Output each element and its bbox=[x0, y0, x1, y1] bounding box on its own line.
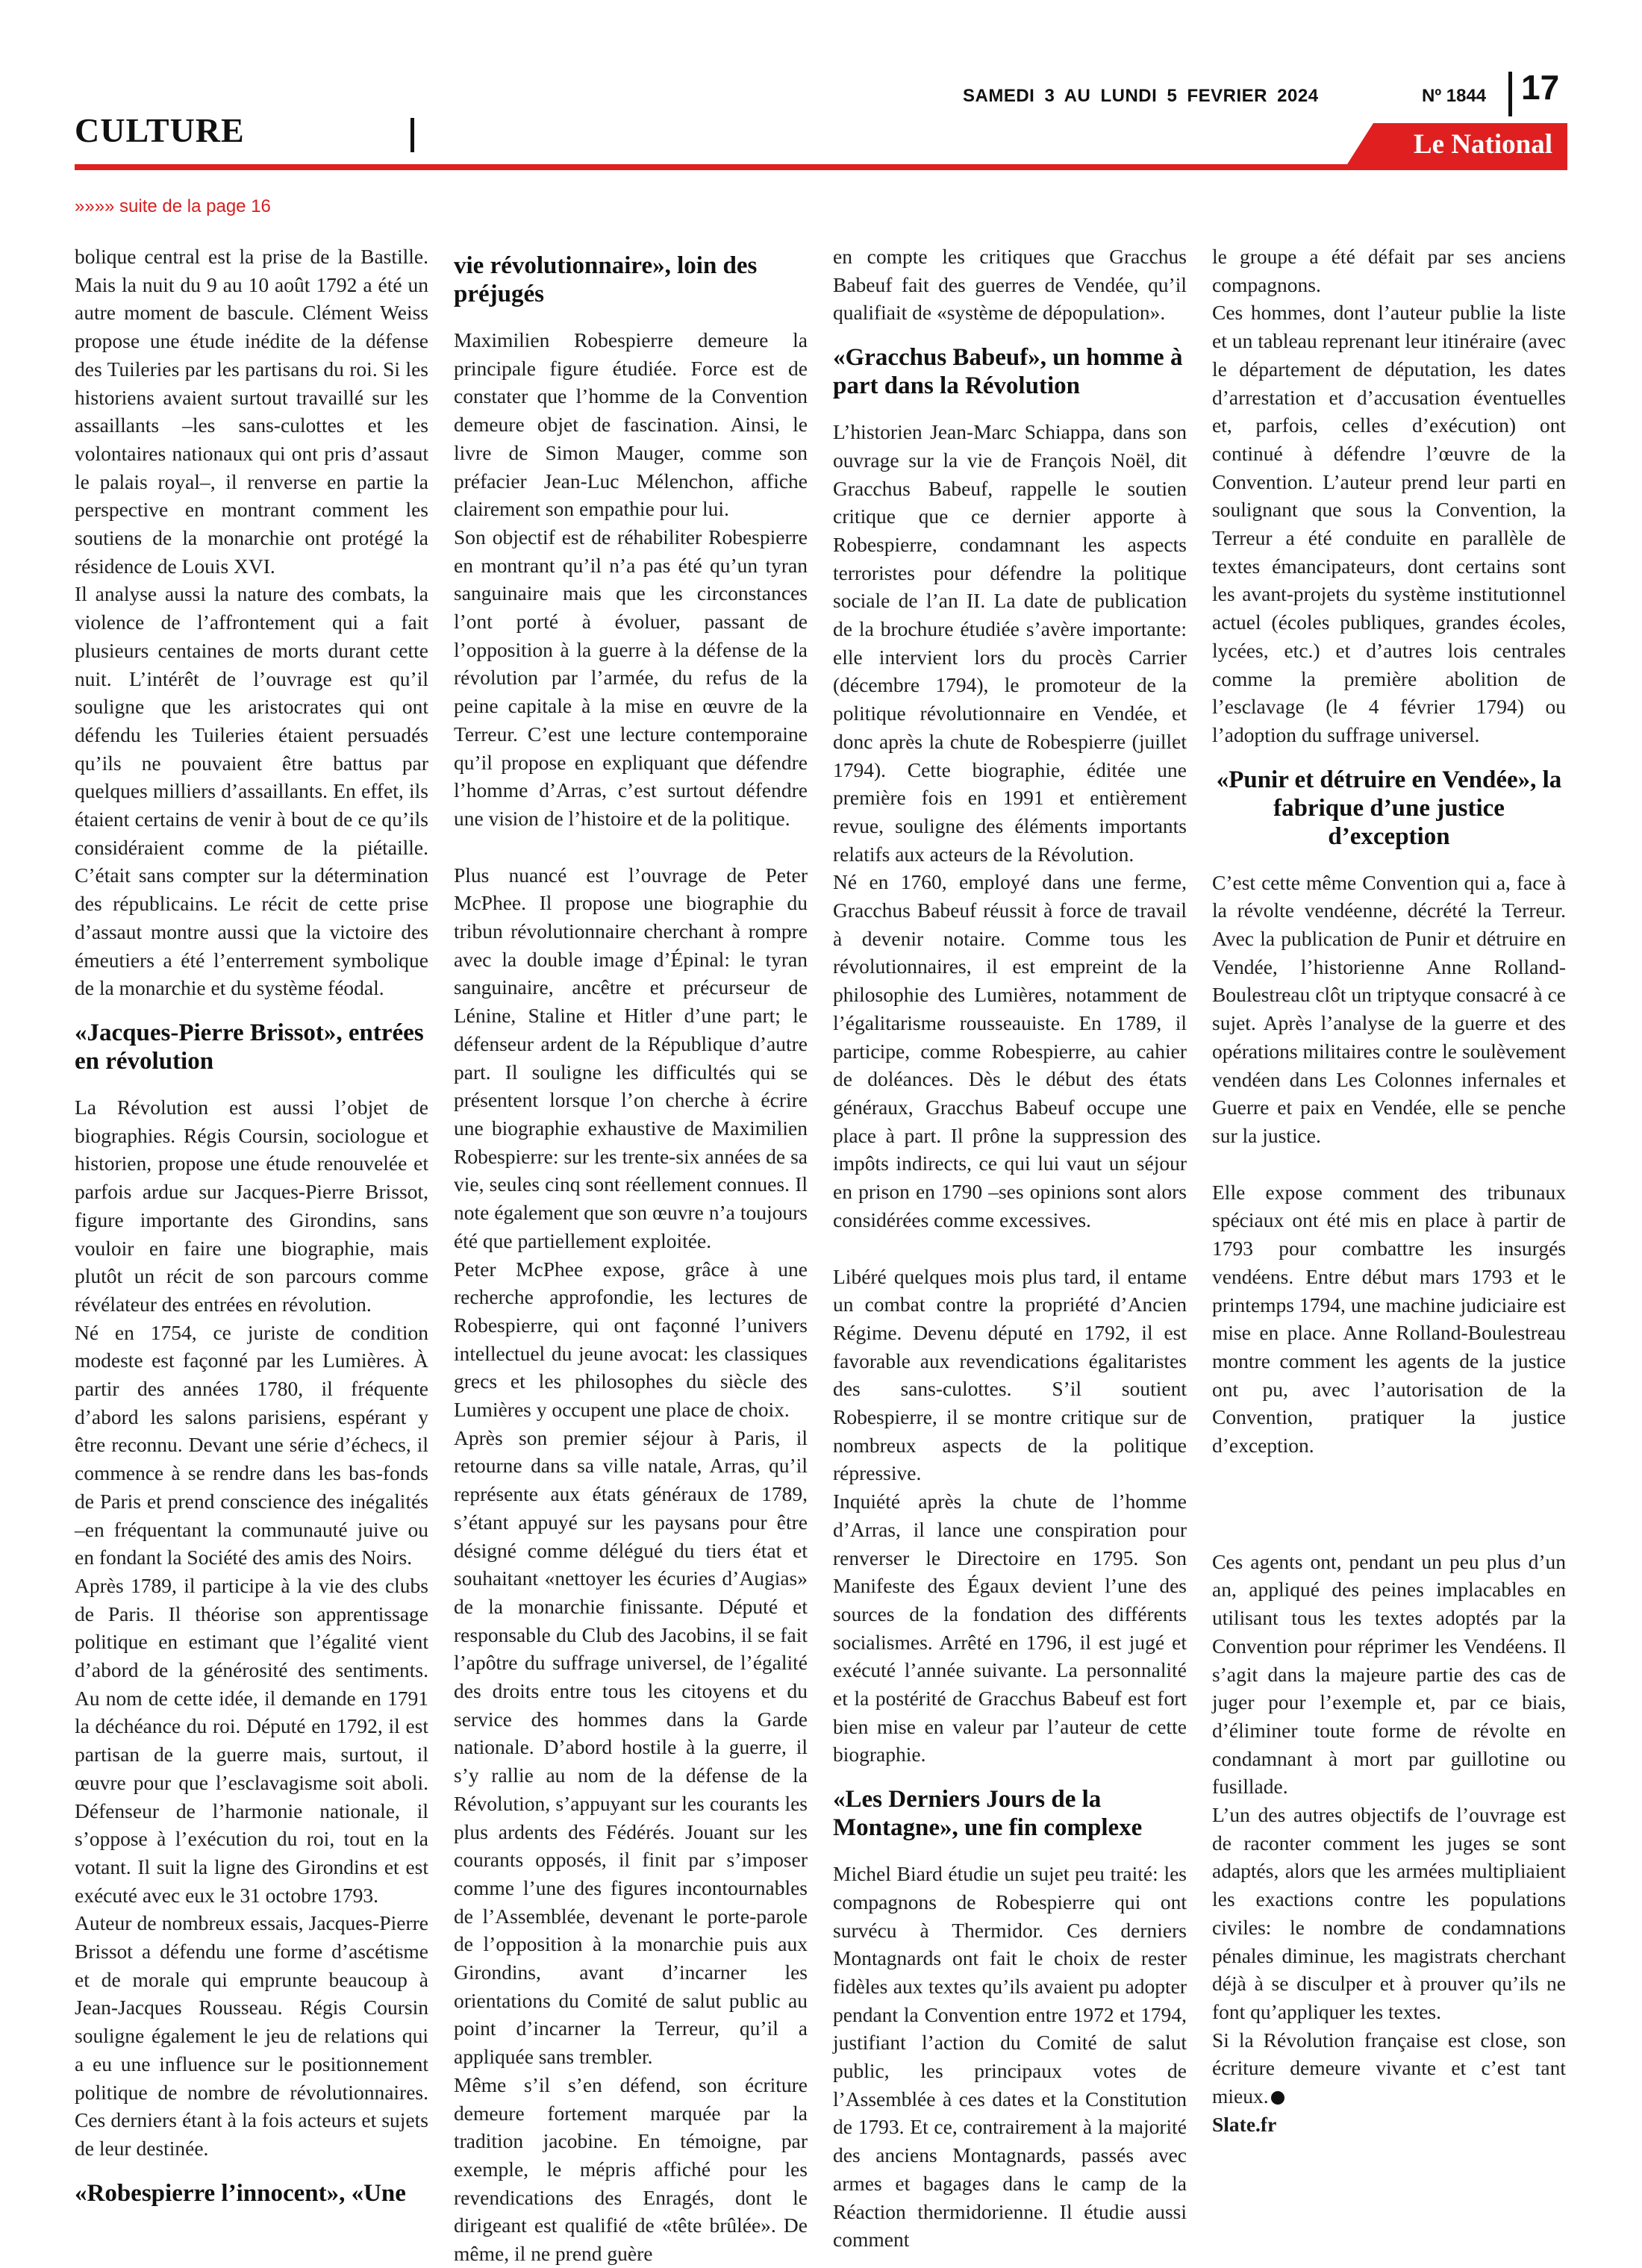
article-paragraph bbox=[1212, 2026, 1566, 2111]
article-paragraph: Même s’il s’en défend, son écriture demeure fortement marquée par la tradition jacobine. En témoigne, par exemple, le mépris affiché pour les revendications des Enragés, dont le dirigeant est qualifié de «tête brûlée». De même, il ne prend guère bbox=[454, 2072, 808, 2266]
article-column-2 bbox=[454, 243, 808, 2268]
section-heading: «Les Derniers Jours de la Montagne», une fin complexe bbox=[833, 1786, 1143, 1842]
section-heading: «Robespierre l’innocent», «Une bbox=[75, 2179, 406, 2207]
article-paragraph: Ces agents ont, pendant un peu plus d’un an, appliqué des peines implacables en utilisant tous les textes adoptés par la Convention pour réprimer les Vendéens. Il s’agit dans la majeure partie des cas de juger pour l’exemple et, par ce biais, d’éliminer toute forme de révolte en condamnant à mort par guillotine ou fusillade. bbox=[1212, 1549, 1566, 1799]
article-column-3 bbox=[833, 243, 1187, 2254]
article-paragraph: Né en 1760, employé dans une ferme, Gracchus Babeuf réussit à force de travail à devenir notaire. Comme tous les révolutionnaires, il est empreint de la philosophie des Lumières, notamment de l’égalitarisme rousseauiste. En 1789, il participe, comme Robespierre, au cahier de doléances. Dès le début des états généraux, Gracchus Babeuf occupe une place à part. Il prône la suppression des impôts indirects, ce qui lui vaut un séjour en prison en 1790 –ses opinions sont alors considérées comme excessives. bbox=[833, 870, 1187, 1231]
page-number-divider bbox=[1508, 72, 1512, 116]
article-paragraph: Inquiété après la chute de l’homme d’Arras, il lance une conspiration pour renverser le Directoire en 1795. Son Manifeste des Égaux devient l’une des sources de la fondation des différents socialismes. Arrêté en 1796, il est jugé et exécuté l’année suivante. La personnalité et la postérité de Gracchus Babeuf est fort bien mise en valeur par l’auteur de cette biographie. bbox=[833, 1490, 1187, 1766]
brand-name: Le National bbox=[1413, 129, 1552, 160]
article-paragraph: Ces hommes, dont l’auteur publie la liste et un tableau reprenant leur itinéraire (avec le département de députation, les dates d’arrestation et d’accusation éventuelles et, parfois, celles d’exécution) ont continué à défendre l’œuvre de la Convention. L’auteur prend leur parti en soulignant que sous la Convention, la Terreur a été conduite en parallèle de textes émancipateurs, dont certains sont les avant-projets du système institutionnel actuel (écoles publiques, grandes écoles, lycées, etc.) et d’autres lois centrales comme la première abolition de l’esclavage (le 4 février 1794) ou l’adoption du suffrage universel. bbox=[1212, 301, 1566, 746]
page-number: 17 bbox=[1521, 68, 1560, 107]
article-paragraph: Libéré quelques mois plus tard, il entame un combat contre la propriété d’Ancien Régime. Devenu député en 1792, il est favorable aux revendications égalitaristes des sans-culottes. S’il soutient Robespierre, il se montre critique sur de nombreux aspects de la politique répressive. bbox=[833, 1264, 1187, 1485]
article-paragraph: le groupe a été défait par ses anciens compagnons. bbox=[1212, 245, 1566, 296]
article-column-4 bbox=[1212, 243, 1566, 2138]
article-column-1 bbox=[75, 243, 428, 2225]
article-paragraph: La Révolution est aussi l’objet de biographies. Régis Coursin, sociologue et historien, propose une étude renouvelée et parfois ardue sur Jacques-Pierre Brissot, figure importante des Girondins, sans vouloir en faire une biographie, mais plutôt un récit de son parcours comme révélateur des entrées en révolution. bbox=[75, 1095, 428, 1316]
article-paragraph: Michel Biard étudie un sujet peu traité: les compagnons de Robespierre qui ont survécu à Thermidor. Ces derniers Montagnards ont fait le choix de rester fidèles aux textes qu’ils avaient pu adopter pendant la Convention entre 1972 et 1794, justifiant l’action du Comité de salut public, les principaux votes de l’Assemblée à ces dates et la Constitution de 1793. Et ce, contrairement à la majorité des anciens Montagnards, passés avec armes et bagages dans le camp de la Réaction thermidorienne. Il étudie aussi comment bbox=[833, 1862, 1187, 2252]
article-paragraph: Son objectif est de réhabiliter Robespierre en montrant qu’il n’a pas été qu’un tyran sanguinaire mais que les circonstances l’ont porté à évoluer, passant de l’opposition à la guerre à la défense de la révolution par l’armée, du refus de la peine capitale à la mise en œuvre de la Terreur. C’est une lecture contemporaine qu’il propose en expliquant que défendre l’homme d’Arras, c’est surtout défendre une vision de l’histoire et de la politique. bbox=[454, 525, 808, 830]
issue-date: SAMEDI 3 AU LUNDI 5 FEVRIER 2024 bbox=[963, 86, 1319, 106]
article-paragraph: Plus nuancé est l’ouvrage de Peter McPhee. Il propose une biographie du tribun révolutionnaire cherchant à rompre avec la double image d’Épinal: le tyran sanguinaire, ancêtre et précurseur de Lénine, Staline et Hitler d’une part; le défenseur ardent de la République d’autre part. Il souligne les difficultés qui se présentent lorsque l’on cherche à écrire une biographie exhaustive de Maximilien Robespierre: sur les trente-six années de sa vie, seules cinq sont réellement connues. Il note également que son œuvre n’a toujours été que partiellement exploitée. bbox=[454, 863, 808, 1252]
article-paragraph: Elle expose comment des tribunaux spéciaux ont été mis en place à partir de 1793 pour combattre les insurgés vendéens. Entre début mars 1793 et le printemps 1794, une machine judiciaire est mise en place. Anne Rolland-Boulestreau montre comment les agents de la justice ont pu, avec l’autorisation de la Convention, pratiquer la justice d’exception. bbox=[1212, 1180, 1566, 1458]
header-rule bbox=[75, 164, 1567, 170]
section-heading: «Punir et détruire en Vendée», la fabrique d’une justice d’exception bbox=[1216, 766, 1562, 850]
issue-number: Nº 1844 bbox=[1422, 86, 1487, 106]
article-paragraph: Après son premier séjour à Paris, il retourne dans sa ville natale, Arras, qu’il représente aux états généraux de 1789, s’étant appuyé sur les paysans pour être désigné comme délégué du tiers état et souhaitant «nettoyer les écuries d’Augias» de la monarchie finissante. Député et responsable du Club des Jacobins, il se fait l’apôtre du suffrage universel, de l’égalité des droits entre tous les citoyens et du service des hommes dans la Garde nationale. D’abord hostile à la guerre, il s’y rallie au nom de la défense de la Révolution, s’appuyant sur les courants les plus ardents des Fédérés. Jouant sur les courants opposés, il finit par s’imposer comme l’une des figures incontournables de l’Assemblée, devenant le porte-parole de l’opposition à la monarchie puis aux Girondins, avant d’incarner les orientations du Comité de salut public au point d’incarner la Terreur, qu’il a appliquée sans trembler. bbox=[454, 1425, 808, 2069]
article-paragraph: Né en 1754, ce juriste de condition modeste est façonné par les Lumières. À partir des années 1780, il fréquente d’abord les salons parisiens, espérant y être reconnu. Devant une série d’échecs, il commence à se rendre dans les bas-fonds de Paris et prend conscience des inégalités –en fréquentant la communauté juive ou en fondant la Société des amis des Noirs. bbox=[75, 1320, 428, 1569]
section-heading: «Gracchus Babeuf», un homme à part dans la Révolution bbox=[833, 344, 1183, 400]
end-of-article-icon bbox=[1271, 2091, 1284, 2105]
article-paragraph: Après 1789, il participe à la vie des clubs de Paris. Il théorise son apprentissage politique en estimant que l’égalité vient d’abord de la générosité des sentiments. Au nom de cette idée, il demande en 1791 la déchéance du roi. Député en 1792, il est partisan de la guerre mais, surtout, il œuvre pour que l’esclavagisme soit aboli. Défenseur de l’harmonie nationale, il s’oppose à l’exécution du roi, tout en la votant. Il suit la ligne des Girondins et est exécuté avec eux le 31 octobre 1793. bbox=[75, 1573, 428, 1907]
article-paragraph: Maximilien Robespierre demeure la principale figure étudiée. Force est de constater que l’homme de la Convention demeure objet de fascination. Ainsi, le livre de Simon Mauger, comme son préfacier Jean-Luc Mélenchon, affiche clairement son empathie pour lui. bbox=[454, 328, 808, 521]
paragraph-text: Si la Révolution française est close, son écriture demeure vivante et c’est tant mieux. bbox=[1212, 2028, 1566, 2108]
continuation-note: »»»» suite de la page 16 bbox=[75, 196, 271, 216]
article-paragraph: bolique central est la prise de la Bastille. Mais la nuit du 9 au 10 août 1792 a été un autre moment de bascule. Clément Weiss propose une étude inédite de la défense des Tuileries par les partisans du roi. Si les historiens avaient surtout travaillé sur les assaillants –les sans-culottes et les volontaires nationaux qui ont pris d’assaut le palais royal–, il renverse en partie la perspective en montrant comment les soutiens de la monarchie ont protégé la résidence de Louis XVI. bbox=[75, 245, 428, 578]
article-paragraph: Peter McPhee expose, grâce à une recherche approfondie, les lectures de Robespierre, qui ont façonné l’univers intellectuel du jeune avocat: les classiques grecs et les philosophes du siècle des Lumières y occupent une place de choix. bbox=[454, 1257, 808, 1422]
article-paragraph: Auteur de nombreux essais, Jacques-Pierre Brissot a défendu une forme d’ascétisme et de morale qui emprunte beaucoup à Jean-Jacques Rousseau. Régis Coursin souligne également le jeu de relations qui a eu une influence sur le positionnement politique de nombre de révolutionnaires. Ces derniers étant à la fois acteurs et sujets de leur destinée. bbox=[75, 1911, 428, 2160]
section-title: CULTURE bbox=[75, 111, 245, 149]
article-paragraph: L’un des autres objectifs de l’ouvrage est de raconter comment les juges se sont adaptés, alors que les armées multipliaient les exactions contre les populations civiles: le nombre de condamnations pénales diminue, les magistrats cherchant déjà à se disculper et à prouver qu’ils ne font qu’appliquer les textes. bbox=[1212, 1803, 1566, 2023]
article-paragraph: en compte les critiques que Gracchus Babeuf fait des guerres de Vendée, qu’il qualifiait de «système de dépopulation». bbox=[833, 245, 1187, 325]
article-source: Slate.fr bbox=[1212, 2112, 1277, 2136]
article-paragraph: L’historien Jean-Marc Schiappa, dans son ouvrage sur la vie de François Noël, dit Gracchus Babeuf, rappelle le soutien critique que ce dernier apporte à Robespierre, condamnant les aspects terroristes pour défendre la politique sociale de l’an II. La date de publication de la brochure étudiée s’avère importante: elle intervient lors du procès Carrier (décembre 1794), le promoteur de la politique révolutionnaire en Vendée, et donc après la chute de Robespierre (juillet 1794). Cette biographie, éditée une première fois en 1991 et entièrement revue, souligne des éléments importants relatifs aux acteurs de la Révolution. bbox=[833, 420, 1187, 866]
section-heading: «Jacques-Pierre Brissot», entrées en révolution bbox=[75, 1019, 424, 1075]
article-paragraph: Il analyse aussi la nature des combats, la violence de l’affrontement qui a fait plusieurs centaines de morts durant cette nuit. L’intérêt de l’ouvrage est qu’il souligne que les aristocrates qui ont défendu les Tuileries étaient persuadés qu’ils ne pouvaient être battus par quelques milliers d’assaillants. En effet, ils étaient certains de venir à bout de ce qu’ils considéraient comme de la piétaille. C’était sans compter sur la détermination des républicains. Le récit de cette prise d’assaut montre aussi que la victoire des émeutiers a été l’enterrement symbolique de la monarchie et du système féodal. bbox=[75, 582, 428, 1000]
article-paragraph: C’est cette même Convention qui a, face à la révolte vendéenne, décrété la Terreur. Avec la publication de Punir et détruire en Vendée, l’historienne Anne Rolland-Boulestreau clôt un triptyque consacré à ce sujet. Après l’analyse de la guerre et des opérations militaires contre le soulèvement vendéen dans Les Colonnes infernales et Guerre et paix en Vendée, elle se penche sur la justice. bbox=[1212, 870, 1566, 1147]
section-heading: vie révolutionnaire», loin des préjugés bbox=[454, 252, 758, 307]
section-divider bbox=[410, 118, 414, 152]
